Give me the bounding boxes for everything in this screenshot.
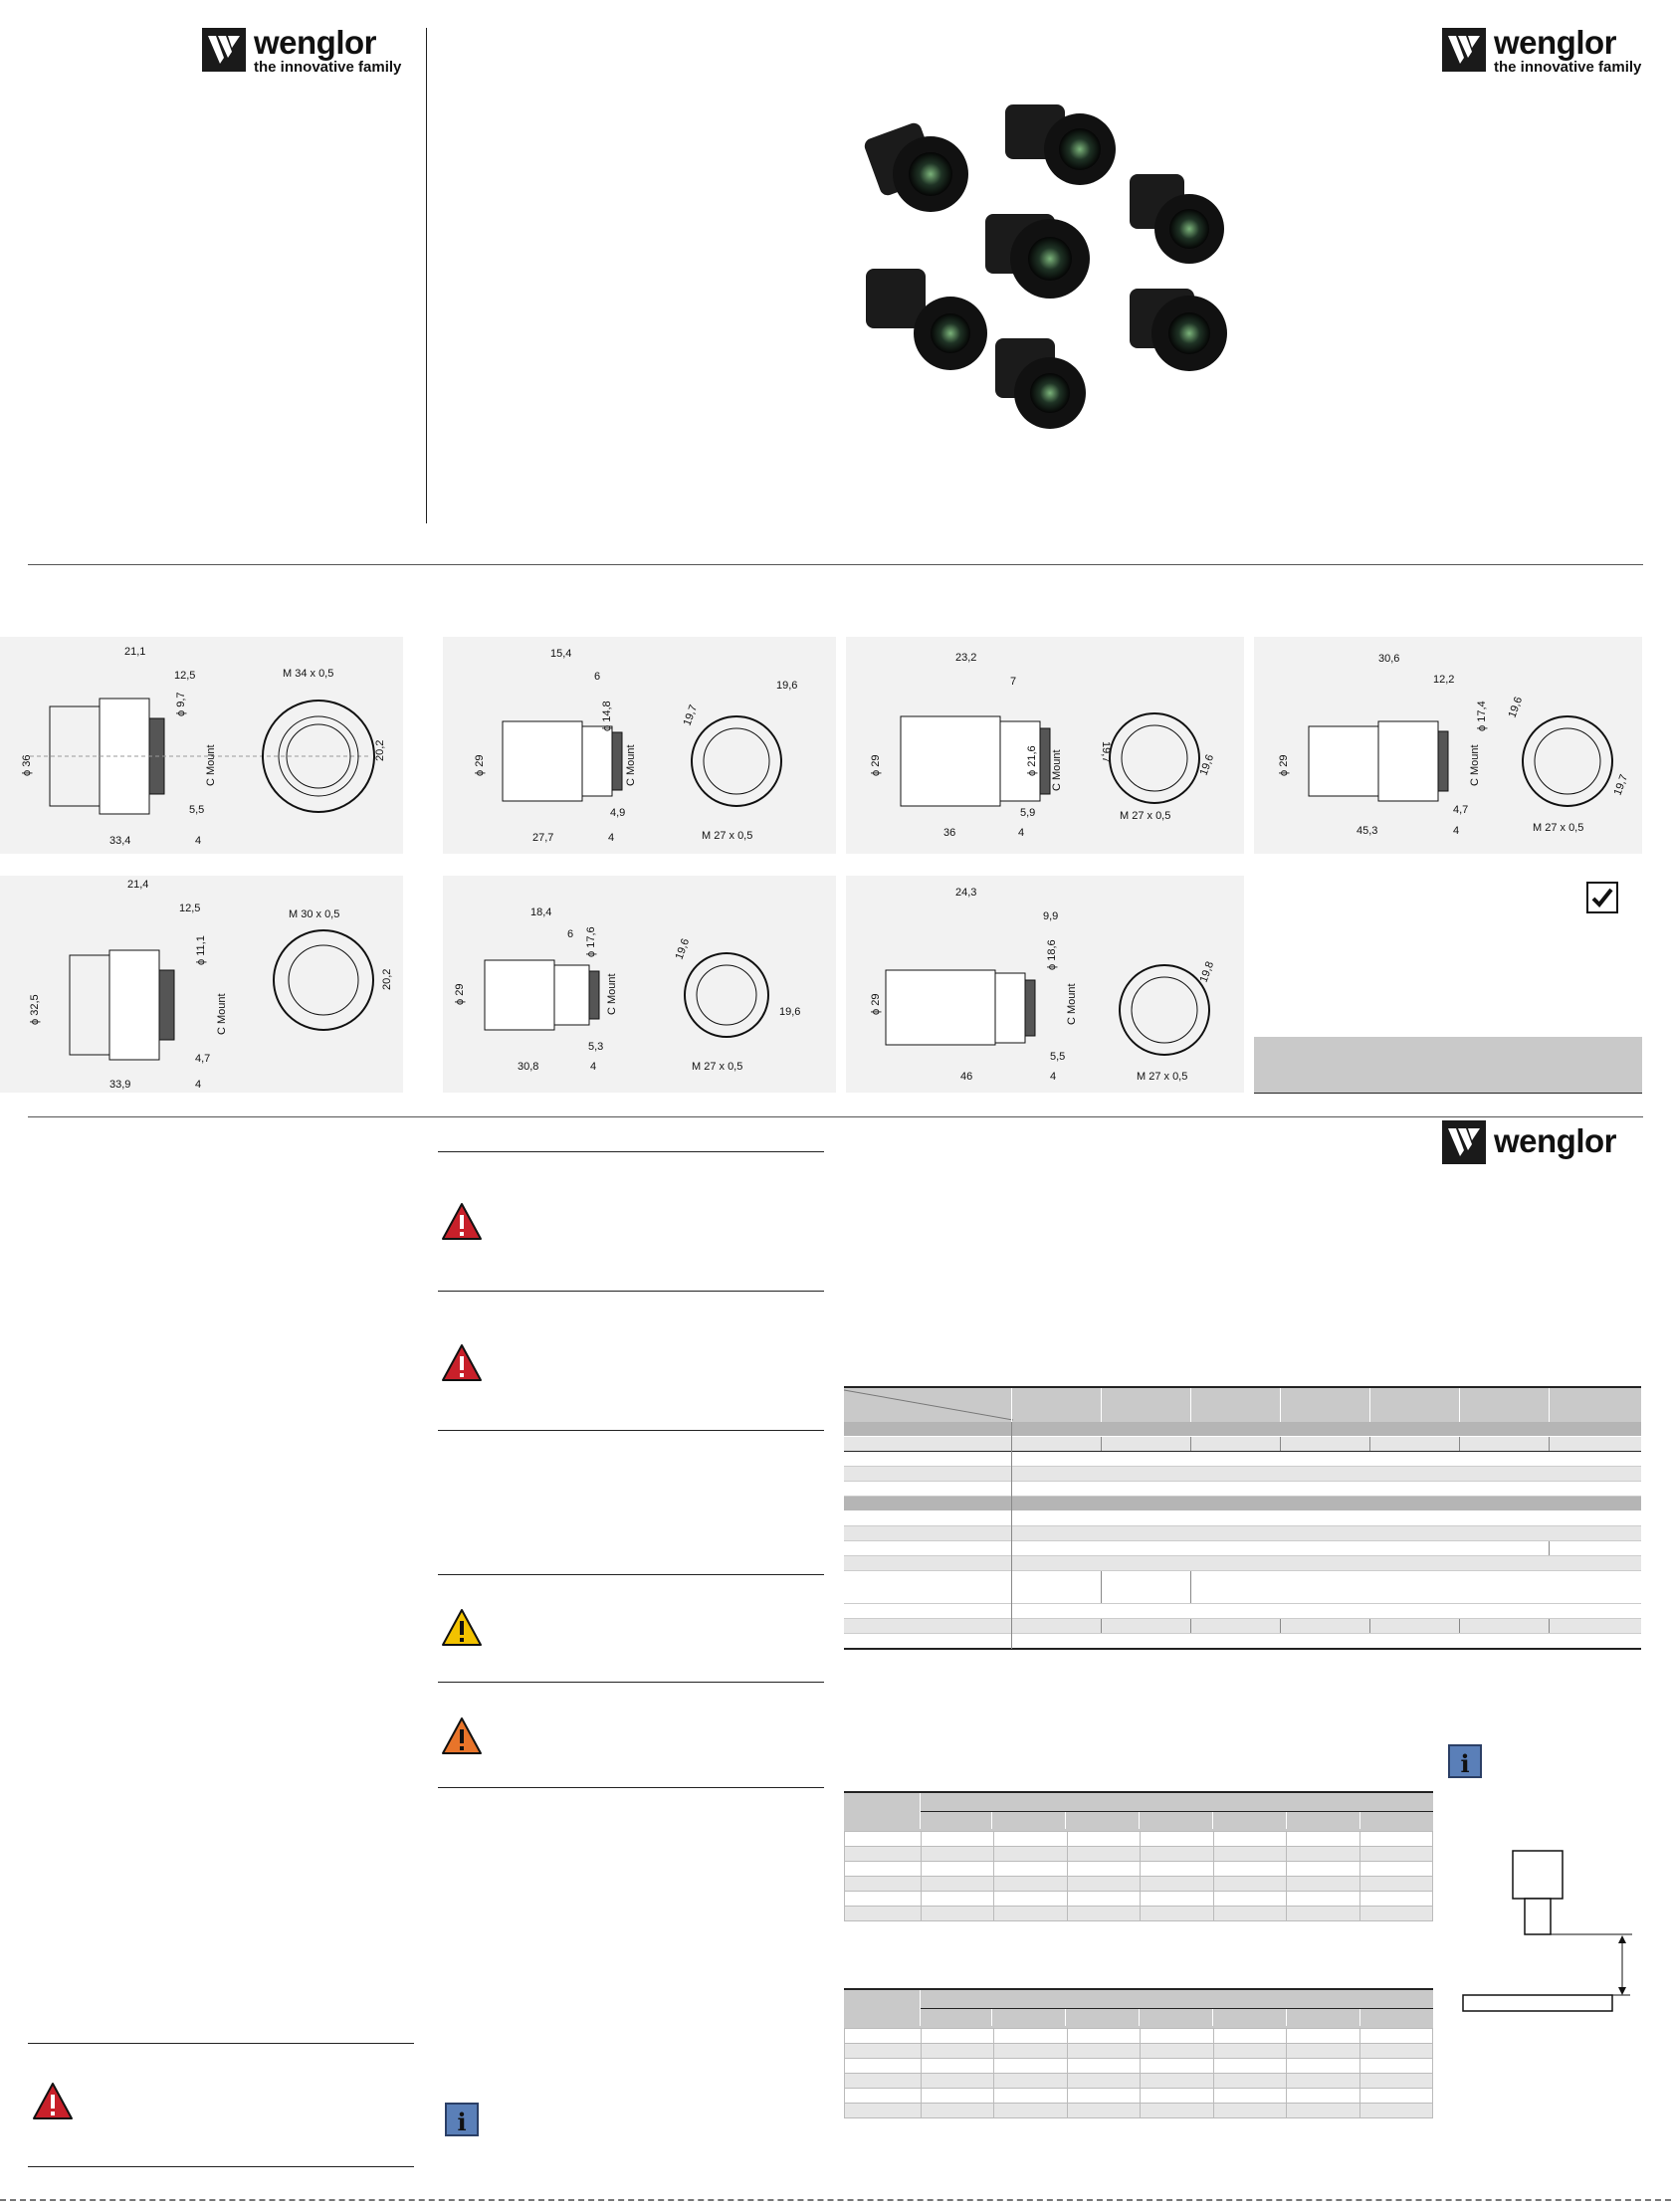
dim-top-width: 23,2 [955,652,977,664]
dim-dia-small: ϕ 18,6 [1046,939,1058,970]
warning-divider [438,1291,824,1292]
dim-length: 36 [943,827,956,839]
spec-row [844,1437,1641,1452]
dimension-drawing-4 [1254,637,1642,854]
dim-flange: 4 [195,835,202,847]
dim-dia-main: ϕ 29 [870,754,882,776]
dim-dia-small: ϕ 17,4 [1476,701,1488,731]
dim-bottom-gap: 5,9 [1020,807,1036,819]
dim-flange: 4 [1453,825,1460,837]
spec-row [844,1571,1641,1604]
dim-thread: M 30 x 0,5 [289,908,340,920]
wenglor-logo-icon [1442,1120,1486,1164]
lens-5 [866,269,987,370]
dimension-drawing-6 [443,876,836,1093]
section-divider [28,1116,1643,1117]
warning-divider [438,1574,824,1575]
warning-divider [438,1787,824,1788]
dim-top-b: 12,5 [174,670,196,682]
warning-triangle-icon [441,1202,483,1242]
dim-dia-main: ϕ 29 [1278,754,1290,776]
info-icon: i [1448,1744,1482,1778]
dim-r1: 19,6 [673,936,693,962]
dim-length: 30,8 [518,1061,539,1073]
dim-bottom-gap: 5,5 [1050,1051,1066,1063]
dim-flange: 4 [1050,1071,1057,1083]
dim-bottom-gap: 4,9 [610,807,626,819]
dim-dia-main: ϕ 36 [21,754,33,776]
dim-top-b: 9,9 [1043,910,1059,922]
dim-dia-main: ϕ 29 [870,993,882,1015]
lens-1 [863,121,968,212]
drawing-svg [0,637,403,854]
brand-tagline: the innovative family [1494,59,1642,76]
drawing-svg [1254,637,1642,854]
lens-3 [1130,174,1224,264]
dim-flange: 4 [1018,827,1025,839]
brand-tagline: the innovative family [254,59,402,76]
dim-dia-small: ϕ 11,1 [195,935,207,965]
spec-row [844,1511,1641,1526]
dim-top-b: 12,5 [179,903,201,914]
dim-length: 33,9 [109,1079,131,1091]
dim-mount: C Mount [1051,749,1063,791]
dim-top-width: 30,6 [1378,653,1400,665]
dimension-drawing-5 [0,876,403,1093]
gray-band-rule [1254,1093,1642,1094]
dim-dia-main: ϕ 32,5 [29,994,41,1025]
dim-length: 27,7 [532,832,554,844]
dim-top-width: 21,4 [127,879,149,891]
dim-thread: M 34 x 0,5 [283,668,334,680]
brand-name: wenglor [1494,24,1617,61]
drawing-svg [443,876,836,1093]
page-bottom-edge [0,2199,1671,2205]
working-distance-diagram [1453,1846,1632,2015]
dimension-drawing-1 [0,637,403,854]
warning-divider [438,1430,824,1431]
dim-thread: M 27 x 0,5 [692,1061,743,1073]
dim-mount: C Mount [625,744,637,786]
header-divider [426,28,427,523]
dim-r2: 19,6 [779,1006,801,1018]
warning-divider [438,1151,824,1152]
info-icon: i [445,2103,479,2136]
brand-logo-top-right [1442,24,1642,76]
spec-row [844,1604,1641,1619]
dim-mount: C Mount [1066,983,1078,1025]
dim-thread: M 27 x 0,5 [1137,1071,1188,1083]
warning-divider [28,2043,414,2044]
spec-row [844,1482,1641,1497]
dim-flange: 4 [590,1061,597,1073]
brand-logo-lower [1442,1120,1616,1164]
wenglor-logo-icon [1442,28,1486,72]
dim-r1: 19,7 [681,703,701,728]
warning-divider [438,1682,824,1683]
section-divider [28,564,1643,565]
spec-section-band [844,1422,1641,1436]
dim-front-height: 20,2 [374,739,386,761]
dim-r1: 19,7 [1100,741,1112,763]
checkmark-icon [1588,884,1616,911]
dim-length: 33,4 [109,835,131,847]
lens-4 [985,214,1090,299]
spec-section-band [844,1497,1641,1510]
warning-triangle-icon [441,1716,483,1756]
dim-bottom-gap: 4,7 [195,1053,211,1065]
dim-dia-small: ϕ 21,6 [1026,745,1038,776]
brand-logo-top-left [202,24,402,76]
dim-mount: C Mount [216,993,228,1035]
lens-image [851,95,1249,443]
header-diagonal [844,1388,1013,1422]
dim-dia-main: ϕ 29 [454,983,466,1005]
dim-flange: 4 [195,1079,202,1091]
dim-top-b: 12,2 [1433,674,1455,686]
dim-mount: C Mount [1469,744,1481,786]
gray-info-band [1254,1037,1642,1093]
spec-row [844,1556,1641,1571]
lens-2 [1005,104,1116,185]
spec-row [844,1619,1641,1634]
spec-row [844,1526,1641,1541]
spec-row [844,1541,1641,1556]
dim-mount: C Mount [606,973,618,1015]
spec-table-header [844,1386,1641,1422]
dim-mount: C Mount [205,744,217,786]
dimension-drawing-7 [846,876,1244,1093]
dim-r1: 19,6 [1506,695,1526,720]
lens-7 [995,338,1086,429]
dim-length: 46 [960,1071,973,1083]
lens-6 [1130,289,1227,371]
distance-table-2-body [844,2028,1433,2118]
dim-r1: 19,8 [1197,959,1217,985]
dim-top-b: 7 [1010,676,1017,688]
spec-row [844,1634,1641,1650]
warning-triangle-icon [441,1343,483,1383]
dimension-drawing-3 [846,637,1244,854]
dim-dia-small: ϕ 9,7 [175,692,187,716]
drawing-svg [0,876,403,1093]
dimension-drawing-2 [443,637,836,854]
dim-top-width: 15,4 [550,648,572,660]
drawing-svg [846,876,1244,1093]
dim-dia-small: ϕ 17,6 [585,926,597,957]
drawing-svg [846,637,1244,854]
brand-name: wenglor [1494,1122,1617,1159]
dim-bottom-gap: 5,3 [588,1041,604,1053]
checkmark-box [1586,882,1618,913]
dim-thread: M 27 x 0,5 [702,830,753,842]
dim-thread: M 27 x 0,5 [1120,810,1171,822]
dim-bottom-gap: 5,5 [189,804,205,816]
spec-row [844,1467,1641,1482]
dim-top-width: 18,4 [530,906,552,918]
dim-dia-main: ϕ 29 [474,754,486,776]
dim-thread: M 27 x 0,5 [1533,822,1584,834]
dim-dia-small: ϕ 14,8 [601,701,613,731]
dim-r2: 19,6 [1197,752,1217,778]
distance-table-1-body [844,1831,1433,1921]
dim-top-b: 6 [594,671,601,683]
dim-top-width: 21,1 [124,646,146,658]
dim-top-b: 6 [567,928,574,940]
brand-name: wenglor [254,24,377,61]
dim-flange: 4 [608,832,615,844]
dim-top-width: 24,3 [955,887,977,899]
dim-bottom-gap: 4,7 [1453,804,1469,816]
dim-front-height: 20,2 [381,968,393,990]
warning-divider [28,2166,414,2167]
dim-r2: 19,6 [776,680,798,692]
spec-row [844,1452,1641,1467]
warning-triangle-icon [441,1608,483,1648]
drawing-svg [443,637,836,854]
dim-r2: 19,7 [1611,772,1631,798]
dim-length: 45,3 [1357,825,1378,837]
warning-triangle-icon [32,2082,74,2121]
wenglor-logo-icon [202,28,246,72]
